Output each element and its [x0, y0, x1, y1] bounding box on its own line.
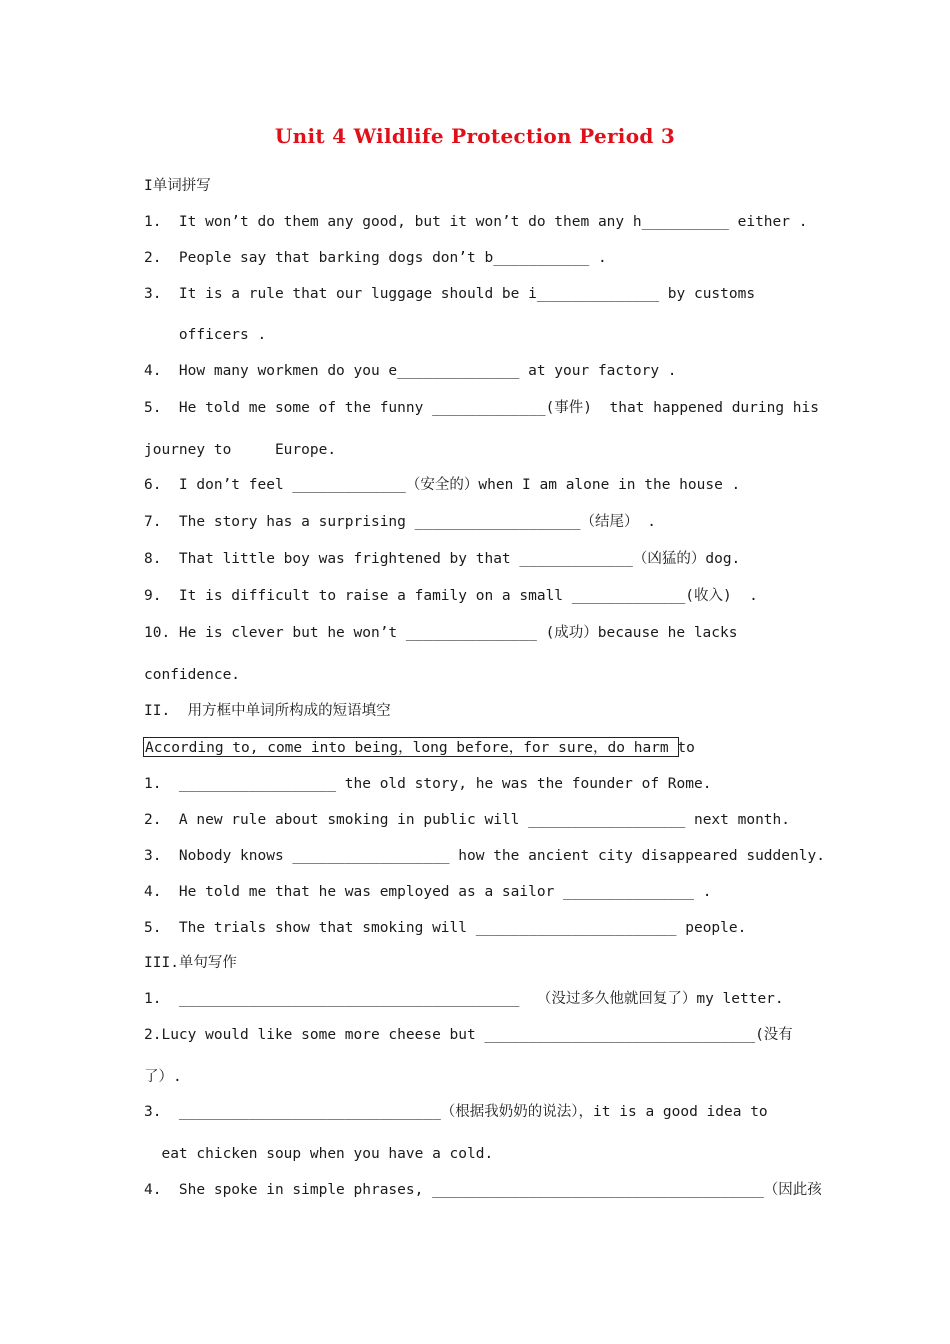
section-2-heading: II. 用方框中单词所构成的短语填空: [144, 703, 391, 719]
question-line: 2.Lucy would like some more cheese but _______________________________(没有: [144, 1027, 793, 1043]
question-line: confidence.: [144, 667, 241, 683]
question-line: 7. The story has a surprising ___________________（结尾） .: [144, 514, 656, 530]
page-title: Unit 4 Wildlife Protection Period 3: [274, 124, 676, 148]
question-line: 3. Nobody knows __________________ how the ancient city disappeared suddenly.: [144, 848, 825, 864]
question-line: 5. The trials show that smoking will _______________________ people.: [144, 920, 747, 936]
section-1-heading: I单词拼写: [144, 178, 211, 194]
question-line: 了）.: [144, 1069, 182, 1085]
question-line: 1. It won’t do them any good, but it won’t do them any h__________ either .: [144, 214, 808, 230]
question-line: 8. That little boy was frightened by that _____________（凶猛的）dog.: [144, 551, 741, 567]
question-line: officers .: [144, 327, 267, 343]
question-line: 4. He told me that he was employed as a sailor _______________ .: [144, 884, 712, 900]
question-line: journey to Europe.: [144, 442, 337, 458]
question-line: 9. It is difficult to raise a family on a small _____________(收入) .: [144, 588, 758, 604]
question-line: 4. How many workmen do you e______________ at your factory .: [144, 363, 677, 379]
question-line: 4. She spoke in simple phrases, ______________________________________（因此孩: [144, 1182, 822, 1198]
question-line: 2. A new rule about smoking in public will __________________ next month.: [144, 812, 791, 828]
question-line: 3. It is a rule that our luggage should be i______________ by customs: [144, 286, 756, 302]
question-line: 10. He is clever but he won’t _______________ (成功）because he lacks: [144, 625, 738, 641]
question-line: 2. People say that barking dogs don’t b___________ .: [144, 250, 607, 266]
question-line: 3. ______________________________（根据我奶奶的说法），it is a good idea to: [144, 1104, 768, 1120]
question-line: 1. _______________________________________ （没过多久他就回复了）my letter.: [144, 991, 784, 1007]
phrase-box: According to, come into being，long before，for sure，do harm to: [143, 737, 679, 757]
question-line: eat chicken soup when you have a cold.: [144, 1146, 494, 1162]
question-line: 5. He told me some of the funny _____________(事件) that happened during his: [144, 400, 820, 416]
section-3-heading: III.单句写作: [144, 955, 237, 971]
question-line: 1. __________________ the old story, he was the founder of Rome.: [144, 776, 712, 792]
question-line: 6. I don’t feel _____________（安全的）when I am alone in the house .: [144, 477, 741, 493]
